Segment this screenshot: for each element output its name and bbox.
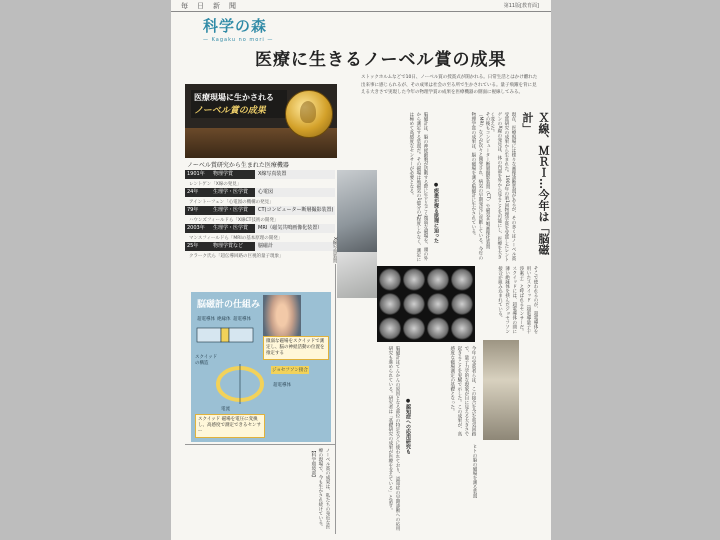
- table-entry-4: [185, 242, 335, 260]
- diagram-label: 超電導体: [197, 317, 215, 322]
- text-column: ノーベル賞の成果は、私たちの身近な医療の現場で、今も生かされ続けている。【科学環境部】: [310, 448, 330, 529]
- row-note: ハウンズフィールドら「X線CT技術の開発」: [189, 218, 279, 223]
- article-headline: 医療に生きるノーベル賞の成果: [255, 50, 507, 70]
- row-device: MRI（磁気共鳴画像化装置）: [255, 224, 335, 233]
- row-device: 脳磁計: [255, 242, 335, 251]
- row-year: 24年: [185, 188, 213, 197]
- brain-scanner-photo: [483, 340, 519, 440]
- diagram-label: ジョセフソン接合: [272, 368, 308, 373]
- corner-title: 科学の森: [203, 17, 268, 35]
- corner-subtitle: — Kagaku no mori —: [203, 37, 274, 43]
- text-column: 今年の受賞者らは、この接合を含む電気回路で、量子力学的な現象が目に見える大きさで起きることを実験で示した。この成果が、高感度な磁場測定の基礎となった。: [449, 346, 476, 436]
- article-lead: ストックホルムなどで10日、ノーベル賞の授賞式が開かれる。日常生活とはかけ離れた出来事に感じられるが、その成果は社会の至る所で生かされている。量子飛躍を背に見える大きさで実現した今年の物理学賞の成果を医療機器の側面に視線してみる。: [361, 75, 538, 95]
- row-note: アイントーフェン「心電図の機構の発見」: [189, 200, 274, 205]
- row-year: 79年: [185, 206, 213, 215]
- table-title: ノーベル賞研究から生まれた医療機器: [187, 162, 289, 169]
- row-field: 物理学賞など: [213, 242, 255, 251]
- diagram-title: 脳磁計の仕組み: [197, 300, 261, 310]
- text-column: その後もコンピューター断層撮影装置（CT）や磁気共鳴画像化装置（MRI）などが次々と開発され、病気の早期発見に貢献している。今年の物理学賞の成果は、脳の磁場を測る脳磁計に生かされている。: [470, 112, 490, 260]
- divider: [335, 264, 336, 534]
- table-entry-0: [185, 170, 335, 188]
- row-note: クラーク氏ら「超伝導回路の巨視的量子現象」: [189, 254, 284, 259]
- graphic-title-line1: 医療現場に生かされる: [194, 93, 274, 102]
- row-note: マンスフィールドら「MRIの基本原理の開発」: [189, 236, 283, 241]
- table-entry-1: [185, 188, 335, 206]
- row-note: レントゲン「X線の発見」: [189, 182, 242, 187]
- row-year: 1901年: [185, 170, 213, 179]
- text-column: そこで使われるのが、超電導体を用いたスクイッド（超電導量子干渉素子）と呼ばれるセンサーだ。スクイッドには、超電導体の間に薄い絶縁体を挟んだジョセフソン接合が組み込まれている。: [497, 266, 538, 334]
- squid-ring-icon: [213, 364, 267, 404]
- divider: [185, 444, 335, 445]
- nobel-device-table: [185, 170, 335, 260]
- subhead-1: ●疾患が探る原理に迫った: [433, 182, 439, 243]
- page-info: 第11版[教育面]: [503, 3, 539, 9]
- row-field: 生理学・医学賞: [213, 188, 255, 197]
- side-headline: Ｘ線、ＭＲＩ…今年は「脳磁計」: [521, 112, 550, 255]
- table-row: [185, 224, 335, 233]
- subhead-2: ●認知症への応用研究も: [405, 398, 411, 454]
- diagram-label: 超電導体: [273, 383, 291, 388]
- diagram-label: 超電導体: [233, 317, 251, 322]
- newspaper-page: [171, 0, 551, 540]
- row-field: 生理学・医学賞: [213, 206, 255, 215]
- graphic-title-line2: ノーベル賞の成果: [194, 106, 266, 116]
- table-row: [185, 188, 335, 197]
- row-year: 25年: [185, 242, 213, 251]
- newspaper-name: 毎日新聞: [181, 2, 245, 10]
- diagram-label: 電流: [221, 407, 230, 412]
- diagram-label: スクイッドの構造: [195, 355, 218, 366]
- diagram-note-box: 微弱な磁場をスクイッドで測定し、脳の神経活動の位置を推定する: [263, 336, 329, 360]
- text-column: 現在、医療現場には様々な画像診断装置があるが、その多くはノーベル賞受賞研究の成果から生まれた。1901年の第1回物理学賞を受賞したレントゲンのX線の発見は、体の内部を外から見ることを可能にし、医療を大きく変えた。: [489, 112, 516, 262]
- row-device: 心電図: [255, 188, 335, 197]
- mri-machine-photo: [337, 252, 377, 298]
- masthead: [171, 0, 551, 12]
- squid-explanation-box: スクイッド 磁場を電圧に変換し、高感度で測定できるセンサー: [195, 414, 265, 438]
- table-entry-3: [185, 224, 335, 242]
- table-row: [185, 206, 335, 215]
- diagram-label: 絶縁体: [217, 317, 231, 322]
- meg-diagram: [191, 292, 331, 442]
- scanner-caption: ヒトの脳の磁場を測る装置: [472, 444, 477, 498]
- corner-logo: [203, 15, 273, 43]
- row-year: 2003年: [185, 224, 213, 233]
- text-column: 脳磁計は、脳の神経細胞が活動する際に生じるごく微弱な磁場を、頭の外から測定する装置だ。その磁場は地磁気の1億分の1程度しかなく、測定には極めて高感度なセンサーが必要となる。: [408, 112, 428, 262]
- xray-machine-photo: [337, 170, 377, 252]
- table-row: [185, 242, 335, 251]
- ceremony-graphic: [185, 84, 337, 158]
- table-entry-2: [185, 206, 335, 224]
- junction-illustration: [197, 322, 255, 352]
- nobel-medal-icon: [285, 90, 333, 138]
- brain-scans-photo: [377, 266, 475, 342]
- table-row: [185, 170, 335, 179]
- graphic-title: [191, 90, 287, 118]
- row-device: X線写真装置: [255, 170, 335, 179]
- row-device: CT(コンピューター断層撮影装置): [255, 206, 335, 215]
- xray-caption: X線写真装置: [332, 237, 337, 263]
- text-column: 脳磁計はてんかんの原因となる部位の特定などに使われており、認知症の早期診断への応用研究も進められている。研究者は「基礎研究の成果が医療を支えている」と話す。: [387, 346, 400, 531]
- row-field: 生理学・医学賞: [213, 224, 255, 233]
- row-field: 物理学賞: [213, 170, 255, 179]
